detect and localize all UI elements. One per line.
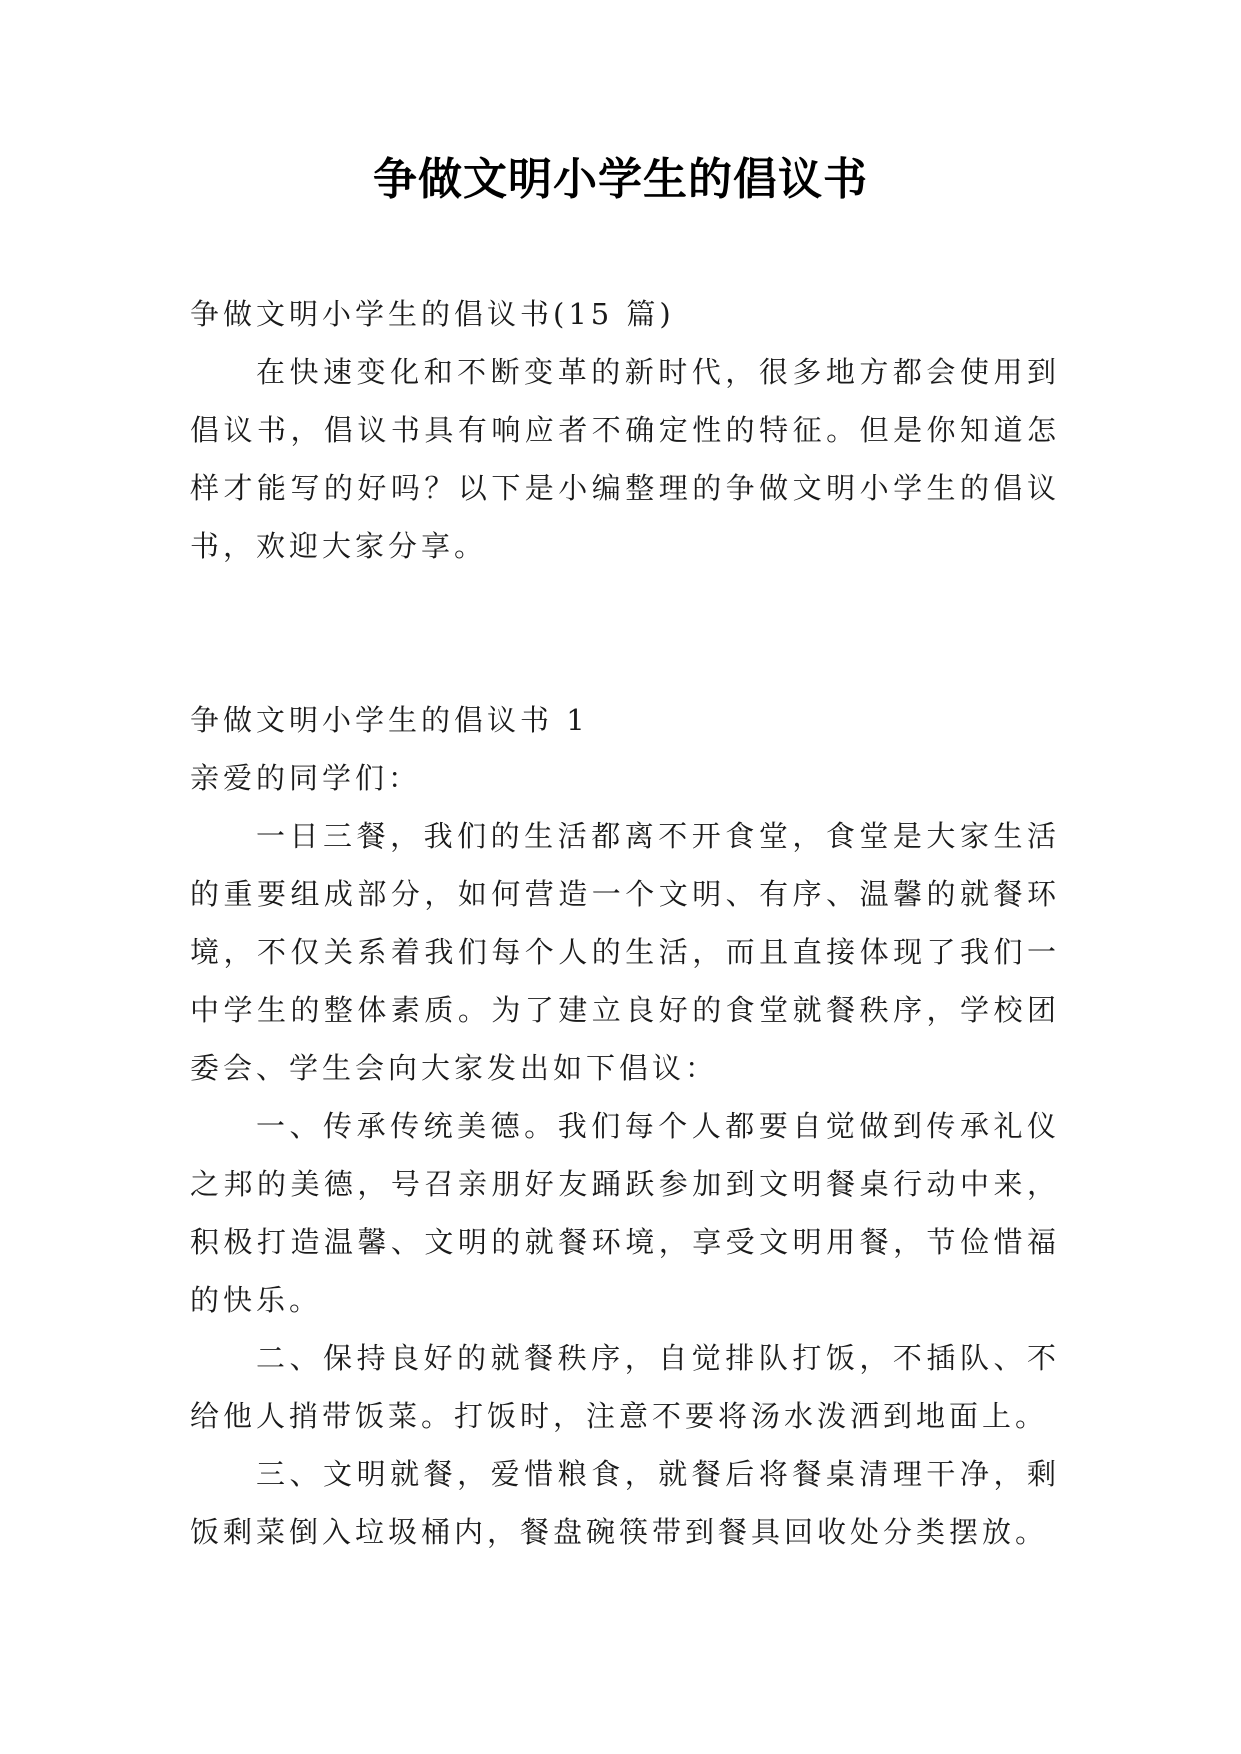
proposal-item: 三、文明就餐，爱惜粮食，就餐后将餐桌清理干净，剩饭剩菜倒入垃圾桶内，餐盘碗筷带到餐具回收处分类摆放。 [190,1457,1060,1549]
intro-paragraph: 在快速变化和不断变革的新时代，很多地方都会使用到倡议书，倡议书具有响应者不确定性的特征。但是你知道怎样才能写的好吗？以下是小编整理的争做文明小学生的倡议书，欢迎大家分享。 [190,355,1060,563]
salutation: 亲爱的同学们： [190,761,422,795]
proposal-item: 一、传承传统美德。我们每个人都要自觉做到传承礼仪之邦的美德，号召亲朋好友踊跃参加到文明餐桌行动中来，积极打造温馨、文明的就餐环境，享受文明用餐，节俭惜福的快乐。 [190,1109,1060,1317]
page-title: 争做文明小学生的倡议书 [373,154,868,205]
document-subtitle: 争做文明小学生的倡议书(15 篇) [190,297,675,331]
section-spacer [190,575,1060,691]
section-heading: 争做文明小学生的倡议书 1 [190,703,589,737]
body-paragraph: 一日三餐，我们的生活都离不开食堂，食堂是大家生活的重要组成部分，如何营造一个文明、有序、温馨的就餐环境，不仅关系着我们每个人的生活，而且直接体现了我们一中学生的整体素质。为了建立良好的食堂就餐秩序，学校团委会、学生会向大家发出如下倡议： [190,819,1060,1085]
document-body [190,285,1060,1561]
proposal-item: 二、保持良好的就餐秩序，自觉排队打饭，不插队、不给他人捎带饭菜。打饭时，注意不要将汤水泼洒到地面上。 [190,1341,1060,1433]
